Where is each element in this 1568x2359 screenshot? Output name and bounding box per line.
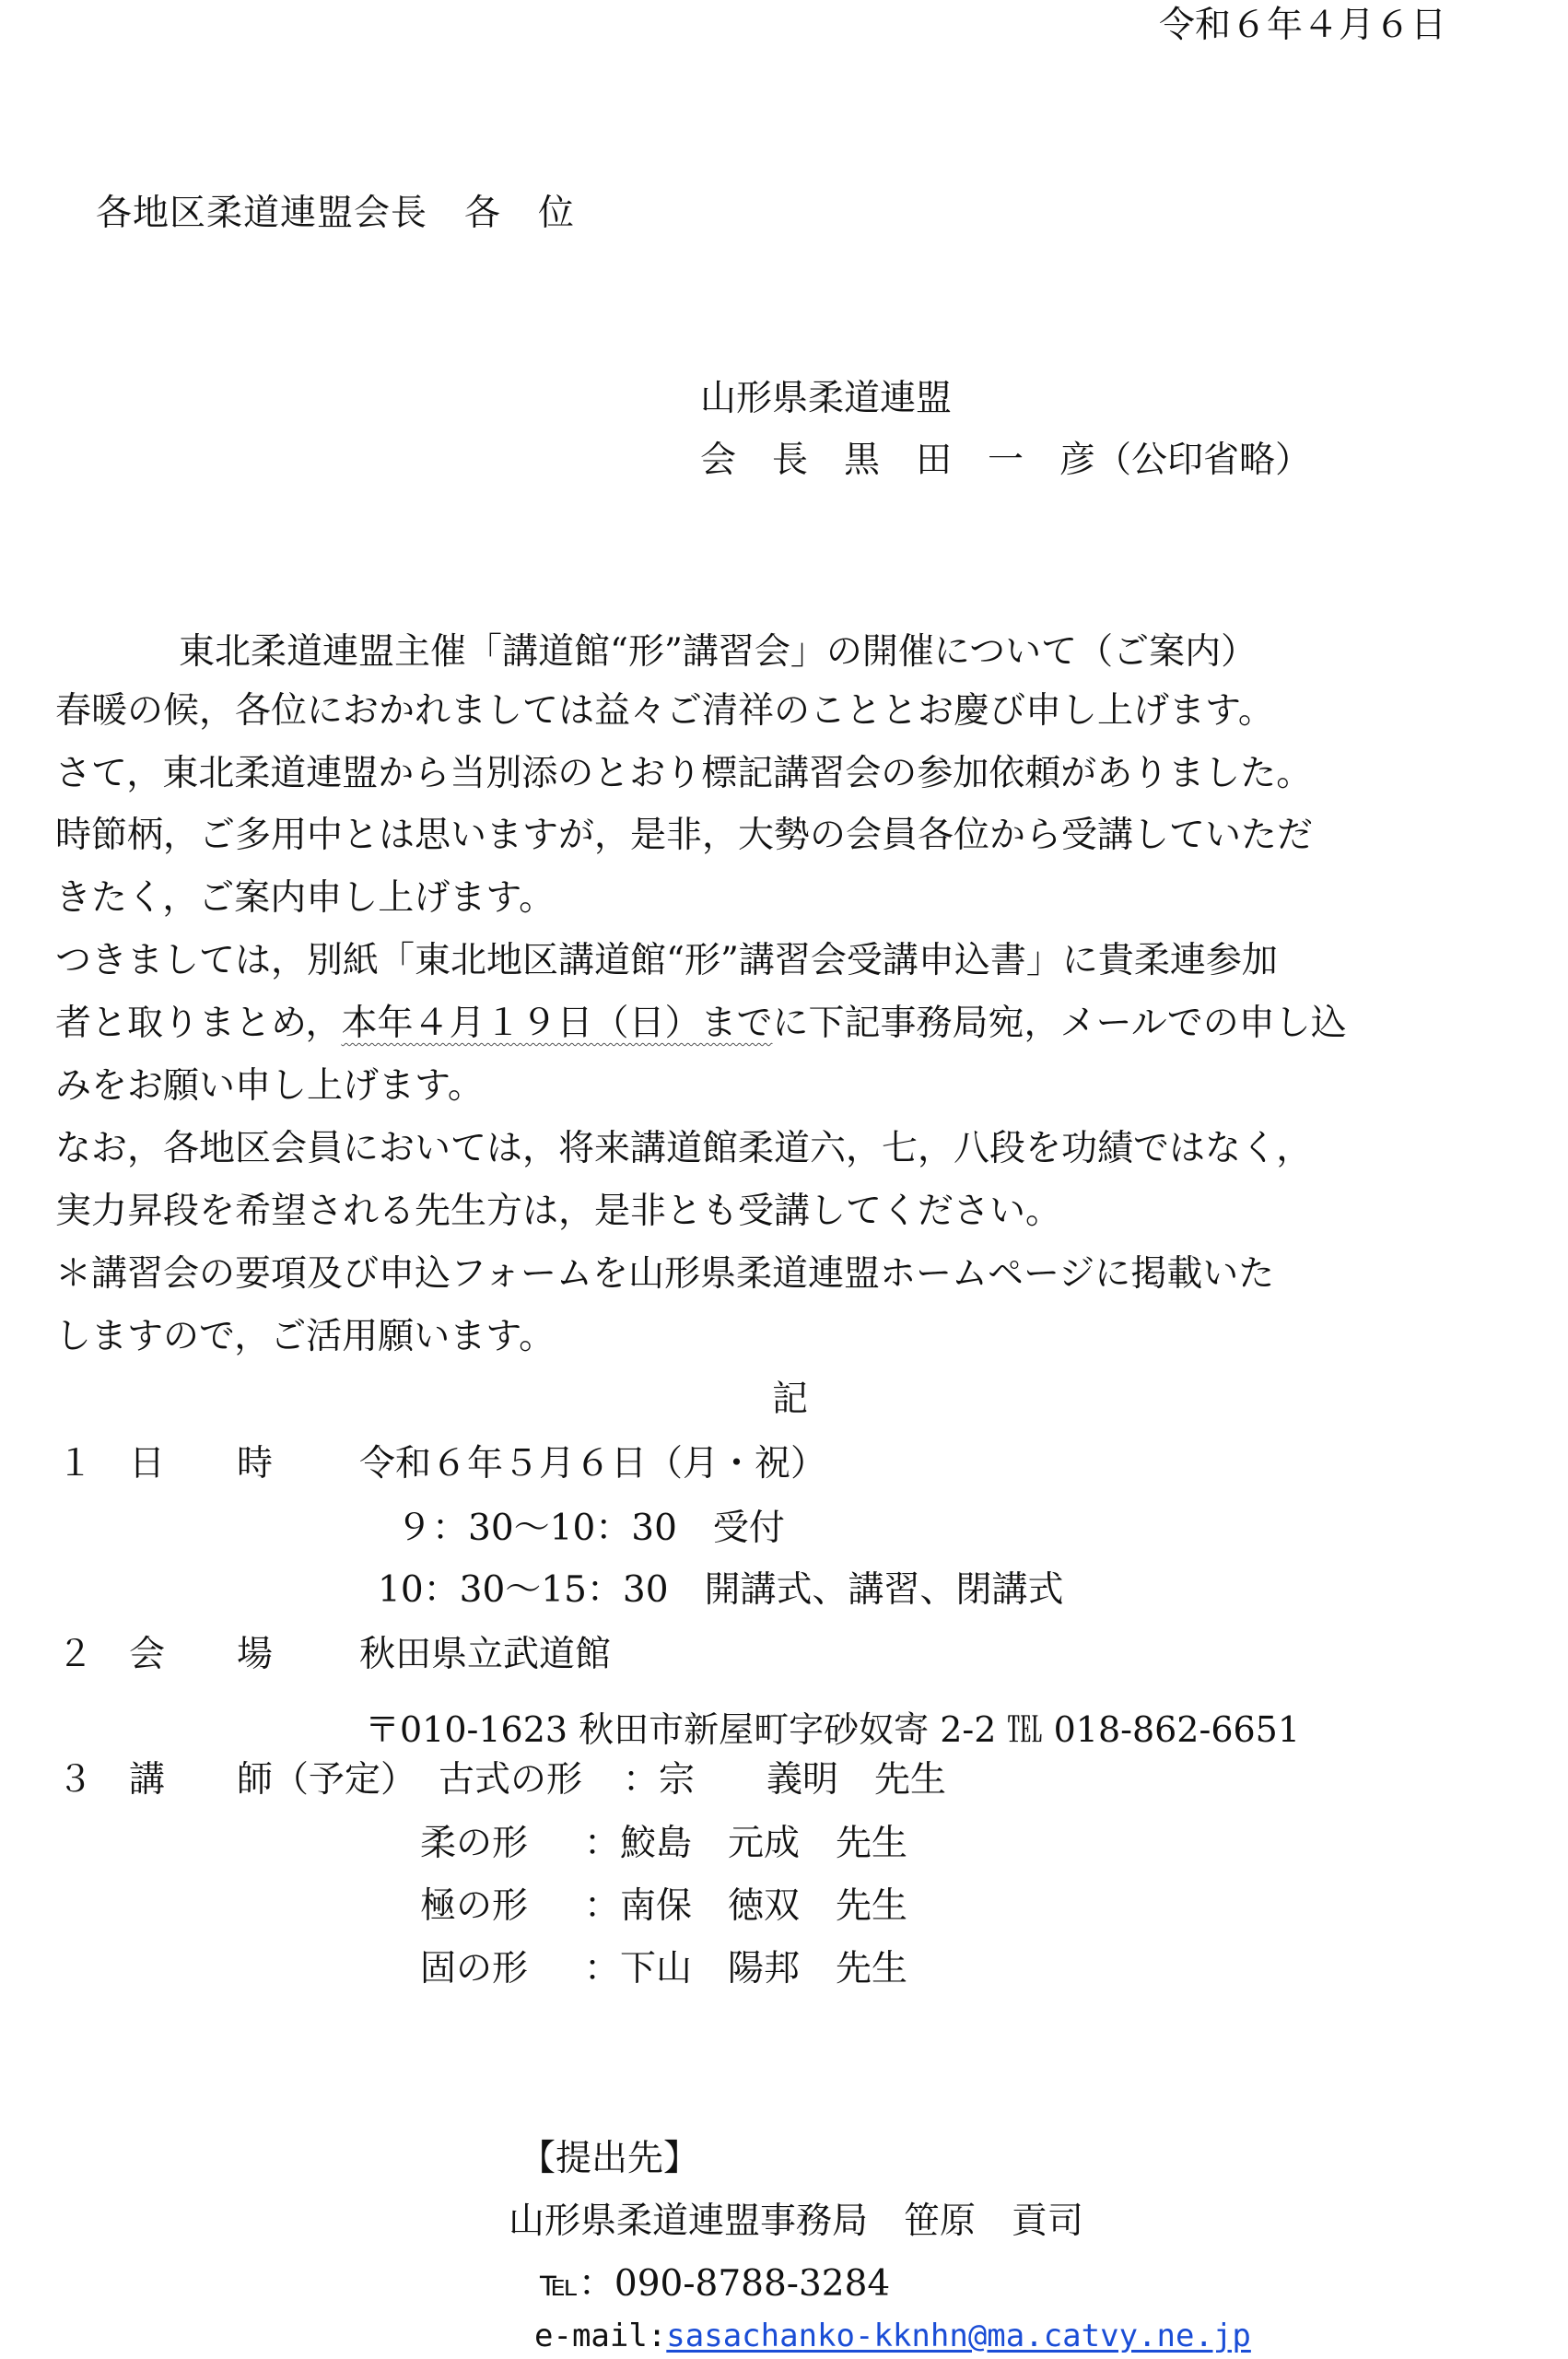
venue-name: 秋田県立武道館 [359, 1634, 612, 1675]
body-paragraph-4-line-2 [55, 1003, 1347, 1044]
body-paragraph-1: 春暖の候，各位におかれましては益々ご清祥のこととお慶び申し上げます。 [55, 690, 1274, 732]
body-paragraph-6-line-2: しますので，ご活用願います。 [55, 1316, 556, 1357]
body-paragraph-4-line-3: みをお願い申し上げます。 [55, 1065, 484, 1107]
session-time: 10：30〜15：30 開講式、講習、閉講式 [378, 1569, 1064, 1611]
lecturer-row [439, 1759, 947, 1801]
item-1-number: １ [57, 1443, 94, 1485]
event-date: 令和６年５月６日（月・祝） [359, 1443, 827, 1485]
sender-name: 会 長 黒 田 一 彦（公印省略） [700, 440, 1312, 481]
venue-address: 〒010-1623 秋田市新屋町字砂奴寄 2-2 ℡ 018-862-6651 [365, 1709, 1301, 1750]
deadline-text: 本年４月１９日（日）まで [341, 1003, 773, 1044]
item-1-label: 日 時 [129, 1443, 274, 1485]
lecturer-name: ：鮫島 元成 先生 [584, 1823, 908, 1864]
lecturer-row [420, 1885, 908, 1927]
contact-email-line [534, 2318, 1251, 2354]
document-subject: 東北柔道連盟主催「講道館“形”講習会」の開催について（ご案内） [179, 631, 1258, 673]
lecturer-row [420, 1948, 908, 1989]
item-2-number: ２ [57, 1634, 94, 1675]
body-text: に下記事務局宛，メールでの申し込 [772, 1003, 1347, 1044]
lecturer-name: ：南保 徳双 先生 [584, 1885, 908, 1927]
lecturer-name: ：下山 陽邦 先生 [584, 1948, 908, 1989]
lecturer-row [420, 1823, 908, 1864]
kata-name: 柔の形 [420, 1823, 529, 1864]
addressee: 各地区柔道連盟会長 各 位 [96, 193, 576, 234]
email-label: e-mail: [534, 2318, 667, 2354]
body-paragraph-5-line-1: なお，各地区会員においては，将来講道館柔道六，七，八段を功績ではなく， [55, 1128, 1313, 1169]
document-date: 令和６年４月６日 [1158, 5, 1446, 46]
body-paragraph-5-line-2: 実力昇段を希望される先生方は，是非とも受講してください。 [55, 1191, 1062, 1232]
sender-organization: 山形県柔道連盟 [700, 378, 953, 419]
email-link[interactable]: sasachanko-kknhn@ma.catvy.ne.jp [666, 2318, 1251, 2354]
kata-name: 固の形 [420, 1948, 529, 1989]
reception-time: ９：30〜10：30 受付 [396, 1508, 785, 1549]
body-paragraph-3-line-2: きたく，ご案内申し上げます。 [55, 877, 556, 919]
item-2-label: 会 場 [129, 1634, 274, 1675]
body-paragraph-3-line-1: 時節柄，ご多用中とは思いますが，是非，大勢の会員各位から受講していただ [55, 815, 1314, 856]
contact-office: 山形県柔道連盟事務局 笹原 貢司 [509, 2201, 1084, 2242]
kata-name: 極の形 [420, 1885, 529, 1927]
body-paragraph-4-line-1: つきましては，別紙「東北地区講道館“形”講習会受講申込書」に貴柔連参加 [55, 940, 1278, 981]
ki-heading: 記 [772, 1379, 809, 1420]
lecturer-name: ：宗 義明 先生 [623, 1759, 947, 1801]
body-paragraph-6-line-1: ＊講習会の要項及び申込フォームを山形県柔道連盟ホームページに掲載いた [55, 1253, 1275, 1295]
kata-name: 古式の形 [439, 1759, 583, 1801]
item-3-label: 講 師（予定） [129, 1759, 417, 1801]
contact-tel: ℡：090-8788-3284 [540, 2263, 891, 2305]
contact-title: 【提出先】 [520, 2138, 700, 2179]
body-paragraph-2: さて，東北柔道連盟から当別添のとおり標記講習会の参加依頼がありました。 [55, 753, 1313, 794]
item-3-number: ３ [57, 1759, 94, 1801]
body-text: 者と取りまとめ， [55, 1003, 342, 1044]
